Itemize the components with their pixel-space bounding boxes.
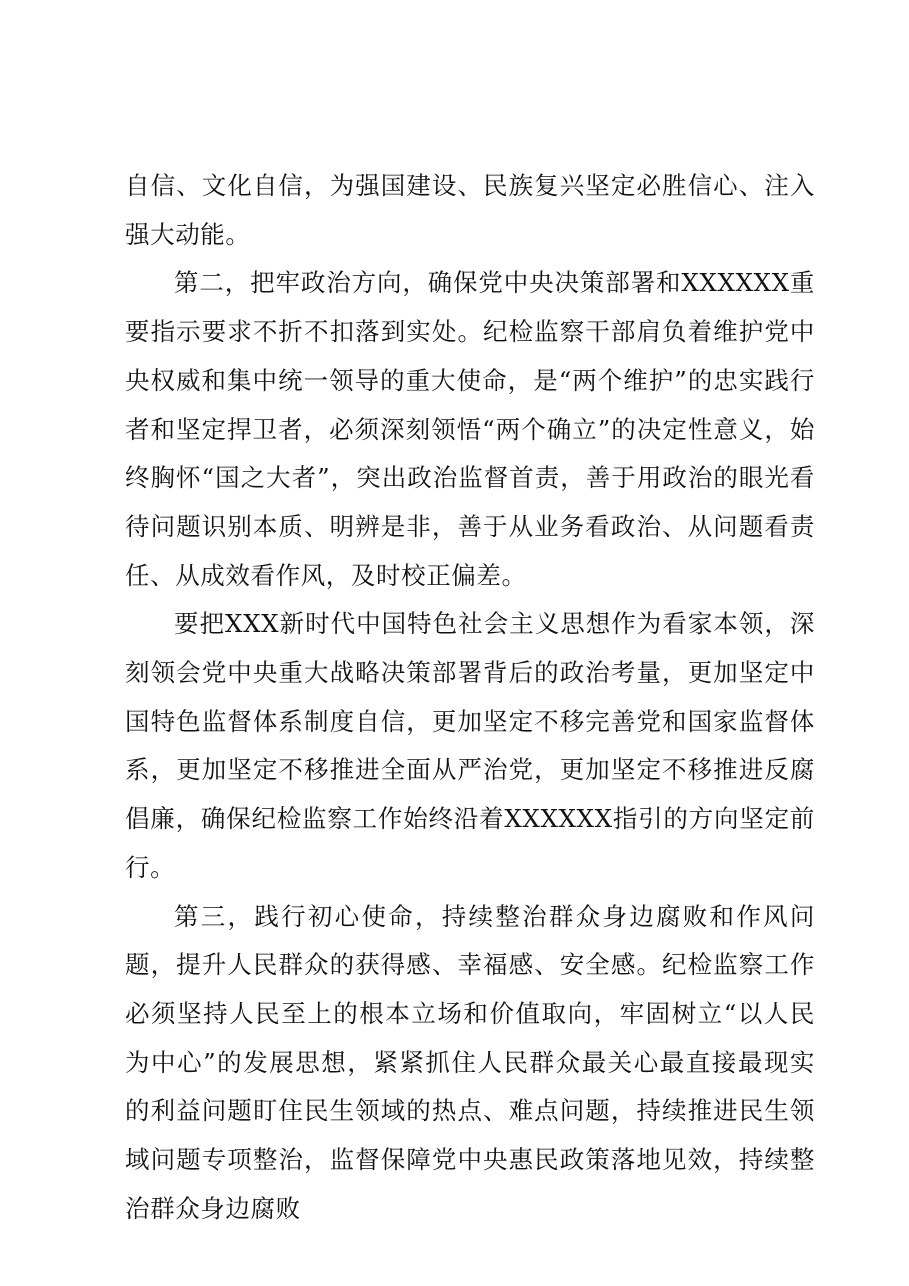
paragraph-point-two: 第二，把牢政治方向，确保党中央决策部署和XXXXXX重要指示要求不折不扣落到实处。纪检监察干部肩负着维护党中央权威和集中统一领导的重大使命，是“两个维护”的忠实践行者和坚定捍卫者，必须深刻领悟“两个确立”的决定性意义，始终胸怀“国之大者”，突出政治监督首责，善于用政治的眼光看待问题识别本质、明辨是非，善于从业务看政治、从问题看责任、从成效看作风，及时校正偏差。 xyxy=(125,268,815,590)
paragraph-theory-study: 要把XXX新时代中国特色社会主义思想作为看家本领，深刻领会党中央重大战略决策部署背后的政治考量，更加坚定中国特色监督体系制度自信，更加坚定不移完善党和国家监督体系，更加坚定不移推进全面从严治党，更加坚定不移推进反腐倡廉，确保纪检监察工作始终沿着XXXXXX指引的方向坚定前行。 xyxy=(125,609,815,882)
document-body xyxy=(125,162,815,1233)
paragraph-continuation: 自信、文化自信，为强国建设、民族复兴坚定必胜信心、注入强大动能。 xyxy=(125,171,815,249)
paragraph-point-three: 第三，践行初心使命，持续整治群众身边腐败和作风问题，提升人民群众的获得感、幸福感、安全感。纪检监察工作必须坚持人民至上的根本立场和价值取向，牢固树立“以人民为中心”的发展思想，紧紧抓住人民群众最关心最直接最现实的利益问题盯住民生领域的热点、难点问题，持续推进民生领域问题专项整治，监督保障党中央惠民政策落地见效，持续整治群众身边腐败 xyxy=(125,901,815,1223)
